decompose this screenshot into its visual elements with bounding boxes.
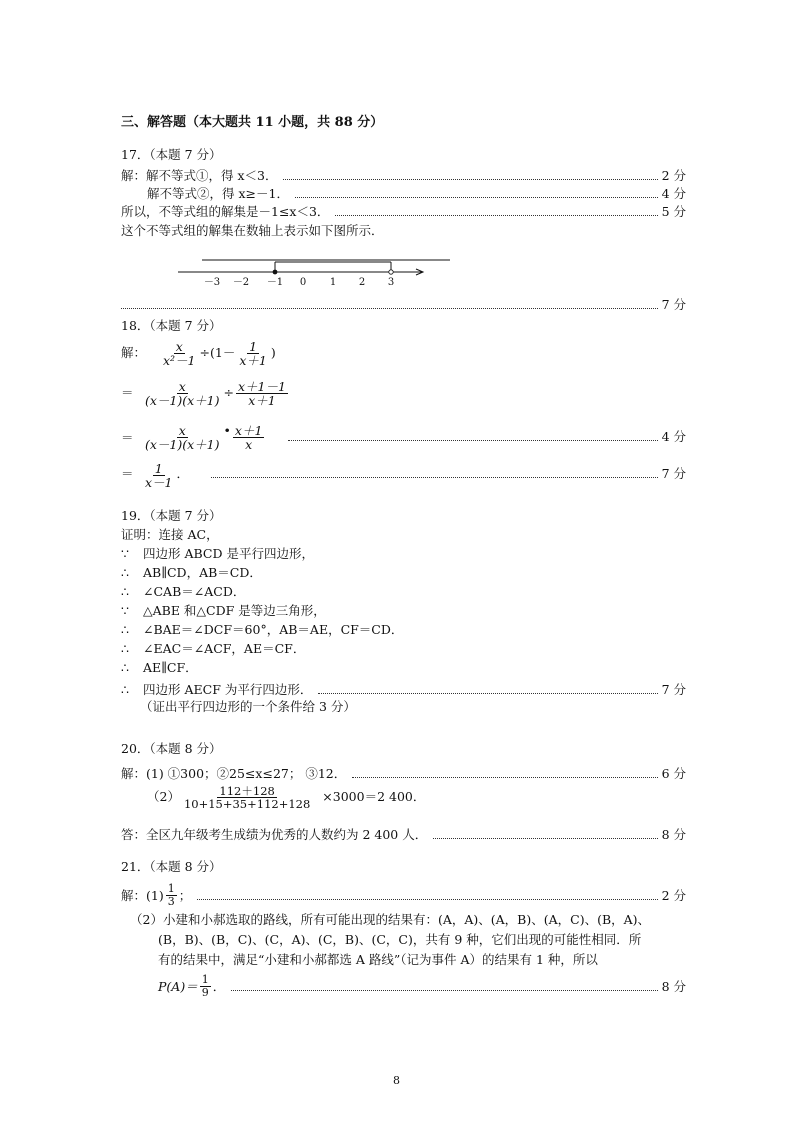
q20-part-1-text: 解：(1) ①300；②25≤x≤27； ③12． [121, 766, 347, 781]
proof-text: 四边形 AECF 为平行四边形． [143, 682, 313, 697]
numerator: 112＋128 [219, 784, 275, 798]
q17-step-1 [121, 166, 686, 182]
q17-step-5 [121, 295, 686, 311]
closed-endpoint-dot [273, 270, 278, 275]
numerator: x＋1 [234, 423, 263, 438]
proof-text: AB∥CD，AB＝CD． [143, 565, 262, 580]
q21-part-2-line-1: （2）小建和小郝选取的路线，所有可能出现的结果有：(A，A)、(A，B)、(A，C)、(B，A)、 [130, 912, 651, 927]
reason-symbol: ∴ [121, 660, 129, 675]
q20-part-1 [121, 764, 686, 780]
fraction-tail: ． [212, 979, 226, 995]
numerator: 1 [249, 339, 258, 354]
fraction-2 [237, 340, 269, 367]
proof-text: △ABE 和△CDF 是等边三角形， [143, 603, 326, 618]
paren-open: (1－ [210, 345, 236, 361]
q21-part-1-text [121, 883, 191, 907]
q18-step-1 [121, 380, 290, 407]
denominator: 10+15+35+112+128 [183, 797, 311, 812]
q19-line-5 [121, 624, 403, 637]
q17-step-1-text: 解：解不等式①，得 x＜3． [121, 168, 278, 183]
q19-line-7 [121, 662, 198, 675]
tick-label: 3 [387, 277, 395, 288]
reason-symbol: ∵ [121, 603, 129, 618]
denominator: 9 [201, 985, 209, 999]
paren-close: ) [270, 345, 276, 361]
section-title: 三、解答题（本大题共 11 小题，共 88 分） [121, 115, 384, 130]
fraction-3 [143, 380, 222, 407]
q18-heading: 18．（本题 7 分） [121, 318, 222, 333]
denominator: x＋1 [239, 353, 267, 369]
fraction-1 [161, 340, 198, 367]
q19-heading: 19．（本题 7 分） [121, 508, 222, 523]
leader-dots [318, 693, 657, 694]
fraction-5 [143, 424, 222, 451]
q21-score-1: 2 分 [661, 888, 686, 904]
proof-text: ∠CAB＝∠ACD． [143, 584, 246, 599]
divide-sign: ÷ [223, 385, 234, 401]
q19-line-2 [121, 567, 262, 580]
q20-part-2 [147, 785, 425, 810]
tick-label: －3 [203, 277, 221, 288]
fraction-6 [233, 424, 265, 451]
q17-score-1: 2 分 [661, 168, 686, 183]
equals-sign: ＝ [121, 385, 134, 401]
tick-label: 2 [358, 277, 366, 288]
denominator: (x－1)(x＋1) [145, 437, 220, 453]
q17-score-3: 5 分 [661, 204, 686, 219]
q21-score-2: 8 分 [661, 979, 686, 995]
q19-line-3 [121, 586, 245, 599]
denominator: x²－1 [163, 353, 196, 369]
q18-score-1: 4 分 [661, 429, 686, 444]
reason-symbol: ∴ [121, 565, 129, 580]
q21-part-2-result [158, 973, 686, 999]
q19-note: （证出平行四边形的一个条件给 3 分） [140, 699, 356, 714]
q18-expression [121, 340, 276, 367]
q17-score-2: 4 分 [661, 186, 686, 201]
leader-dots [335, 215, 657, 216]
reason-symbol: ∴ [121, 584, 129, 599]
open-endpoint-circle [389, 270, 393, 274]
q17-step-3-text: 所以，不等式组的解集是－1≤x＜3． [121, 204, 330, 219]
numerator: x [178, 379, 186, 394]
leader-dots [211, 477, 658, 478]
reason-symbol: ∵ [121, 546, 129, 561]
leader-dots [295, 197, 658, 198]
proof-text: ∠BAE＝∠DCF＝60°，AB＝AE，CF＝CD． [143, 622, 404, 637]
probability-label: P(A)＝ [158, 979, 198, 995]
leader-dots [352, 777, 657, 778]
q21-part-2-line-2: (B，B)、(B，C)、(C，A)、(C，B)、(C，C)，共有 9 种，它们出现的可能性相同．所 [158, 932, 642, 947]
q19-score: 7 分 [661, 682, 686, 697]
proof-text: 四边形 ABCD 是平行四边形， [143, 546, 314, 561]
fraction-tail: ； [178, 888, 192, 904]
q19-line-6 [121, 643, 305, 656]
q21-heading: 21．（本题 8 分） [121, 859, 222, 874]
q19-intro: 证明：连接 AC， [121, 527, 219, 542]
denominator: 3 [167, 894, 175, 908]
q18-step-3 [121, 461, 686, 491]
leader-dots [197, 899, 657, 900]
q17-step-2-text: 解不等式②，得 x≥－1． [147, 186, 289, 201]
tick-label: 0 [299, 277, 307, 288]
q21-part-2-line-3: 有的结果中，满足“小建和小郝都选 A 路线”（记为事件 A）的结果有 1 种，所以 [158, 952, 598, 967]
fraction-q20 [182, 785, 312, 810]
tick-label: －2 [232, 277, 250, 288]
leader-dots [231, 990, 657, 991]
q20-score-1: 6 分 [661, 766, 686, 781]
q21-part-1 [121, 882, 686, 908]
proof-text: ∠EAC＝∠ACF，AE＝CF． [143, 641, 306, 656]
q17-score-4: 7 分 [661, 297, 686, 312]
q20-score-2: 8 分 [661, 827, 686, 842]
period: ． [176, 466, 190, 481]
denominator: (x－1)(x＋1) [145, 393, 220, 409]
q17-step-3 [121, 202, 686, 218]
q17-heading: 17．（本题 7 分） [121, 147, 222, 162]
solve-label: 解： [121, 345, 147, 361]
q19-conclusion-text [121, 680, 312, 698]
page-number: 8 [393, 1074, 400, 1087]
q21-probability [158, 974, 225, 998]
numerator: 1 [167, 882, 175, 895]
reason-symbol: ∴ [121, 641, 129, 656]
fraction-tail: ×3000＝2 400． [322, 789, 426, 805]
numerator: x [175, 339, 183, 354]
numerator: x＋1－1 [238, 379, 286, 394]
denominator: x＋1 [248, 393, 276, 409]
q19-line-1 [121, 548, 314, 561]
leader-dots [288, 440, 657, 441]
q17-step-2 [147, 184, 686, 200]
part-label: （2） [147, 789, 180, 805]
fraction-7 [143, 462, 175, 489]
q18-step-2 [121, 423, 686, 453]
numerator: 1 [154, 461, 163, 476]
q20-heading: 20．（本题 8 分） [121, 741, 222, 756]
numerator: 1 [201, 973, 209, 986]
equals-sign: ＝ [121, 466, 134, 481]
q20-answer-text: 答：全区九年级考生成绩为优秀的人数约为 2 400 人． [121, 827, 428, 842]
q18-score-2: 7 分 [661, 466, 686, 481]
leader-dots [121, 308, 658, 309]
fraction-p1 [166, 883, 177, 907]
part-label: 解：(1) [121, 888, 164, 904]
multiply-sign: • [223, 423, 231, 438]
q17-step-4: 这个不等式组的解集在数轴上表示如下图所示． [121, 223, 384, 238]
reason-symbol: ∴ [121, 682, 129, 697]
tick-label: －1 [266, 277, 284, 288]
fraction-p2 [200, 974, 211, 998]
q19-conclusion [121, 680, 686, 696]
leader-dots [433, 838, 657, 839]
tick-label: 1 [329, 277, 337, 288]
denominator: x [245, 437, 253, 453]
q19-line-4 [121, 605, 326, 618]
reason-symbol: ∴ [121, 622, 129, 637]
leader-dots [283, 179, 657, 180]
fraction-4 [236, 380, 288, 407]
number-line-diagram [172, 250, 462, 290]
numerator: x [178, 423, 186, 438]
q20-answer [121, 825, 686, 841]
divide-sign: ÷ [199, 345, 210, 361]
proof-text: AE∥CF． [143, 660, 198, 675]
denominator: x－1 [145, 475, 173, 491]
equals-sign: ＝ [121, 430, 134, 445]
